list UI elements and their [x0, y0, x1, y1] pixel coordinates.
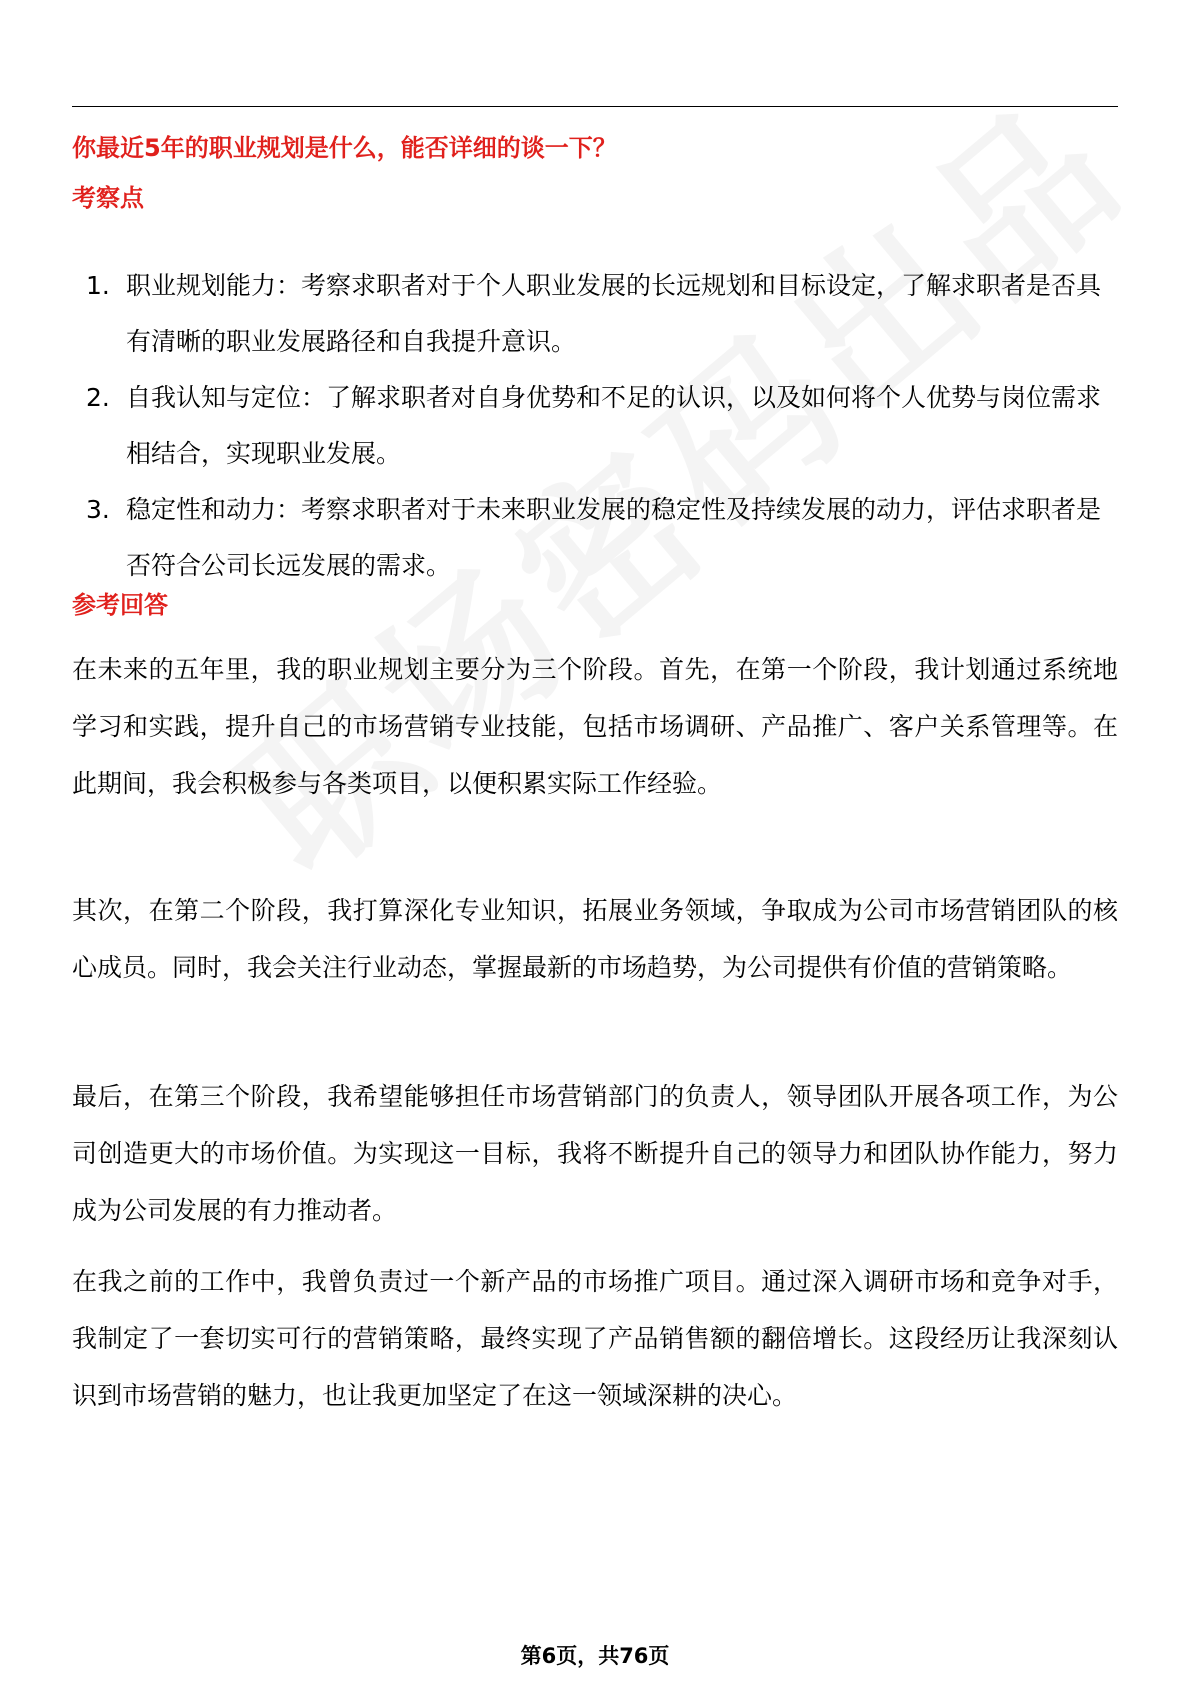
answer-paragraph: 在我之前的工作中，我曾负责过一个新产品的市场推广项目。通过深入调研市场和竞争对手，我制定了一套切实可行的营销策略，最终实现了产品销售额的翻倍增长。这段经历让我深刻认识到市场营销的魅力，也让我更加坚定了在这一领域深耕的决心。 [72, 1267, 1118, 1410]
point-item [72, 482, 1118, 594]
page-footer: 第6页，共76页 [520, 1644, 670, 1668]
answer-paragraph: 其次，在第二个阶段，我打算深化专业知识，拓展业务领域，争取成为公司市场营销团队的核心成员。同时，我会关注行业动态，掌握最新的市场趋势，为公司提供有价值的营销策略。 [72, 896, 1118, 982]
point-item [72, 370, 1118, 482]
point-number: 3. [86, 495, 110, 524]
point-number: 1. [86, 271, 110, 300]
points-list [72, 258, 1118, 594]
point-item [72, 258, 1118, 370]
point-text: 自我认知与定位：了解求职者对自身优势和不足的认识，以及如何将个人优势与岗位需求相结合，实现职业发展。 [126, 383, 1102, 468]
answer-paragraph: 在未来的五年里，我的职业规划主要分为三个阶段。首先，在第一个阶段，我计划通过系统地学习和实践，提升自己的市场营销专业技能，包括市场调研、产品推广、客户关系管理等。在此期间，我会积极参与各类项目，以便积累实际工作经验。 [72, 655, 1118, 798]
question-title: 你最近5年的职业规划是什么，能否详细的谈一下？ [72, 134, 617, 162]
answer-heading: 参考回答 [72, 591, 168, 619]
top-divider [72, 106, 1118, 107]
point-number: 2. [86, 383, 110, 412]
point-text: 职业规划能力：考察求职者对于个人职业发展的长远规划和目标设定，了解求职者是否具有清晰的职业发展路径和自我提升意识。 [126, 271, 1102, 356]
answer-paragraph: 最后，在第三个阶段，我希望能够担任市场营销部门的负责人，领导团队开展各项工作，为公司创造更大的市场价值。为实现这一目标，我将不断提升自己的领导力和团队协作能力，努力成为公司发展的有力推动者。 [72, 1082, 1118, 1225]
point-text: 稳定性和动力：考察求职者对于未来职业发展的稳定性及持续发展的动力，评估求职者是否符合公司长远发展的需求。 [126, 495, 1102, 580]
points-heading: 考察点 [72, 184, 144, 212]
